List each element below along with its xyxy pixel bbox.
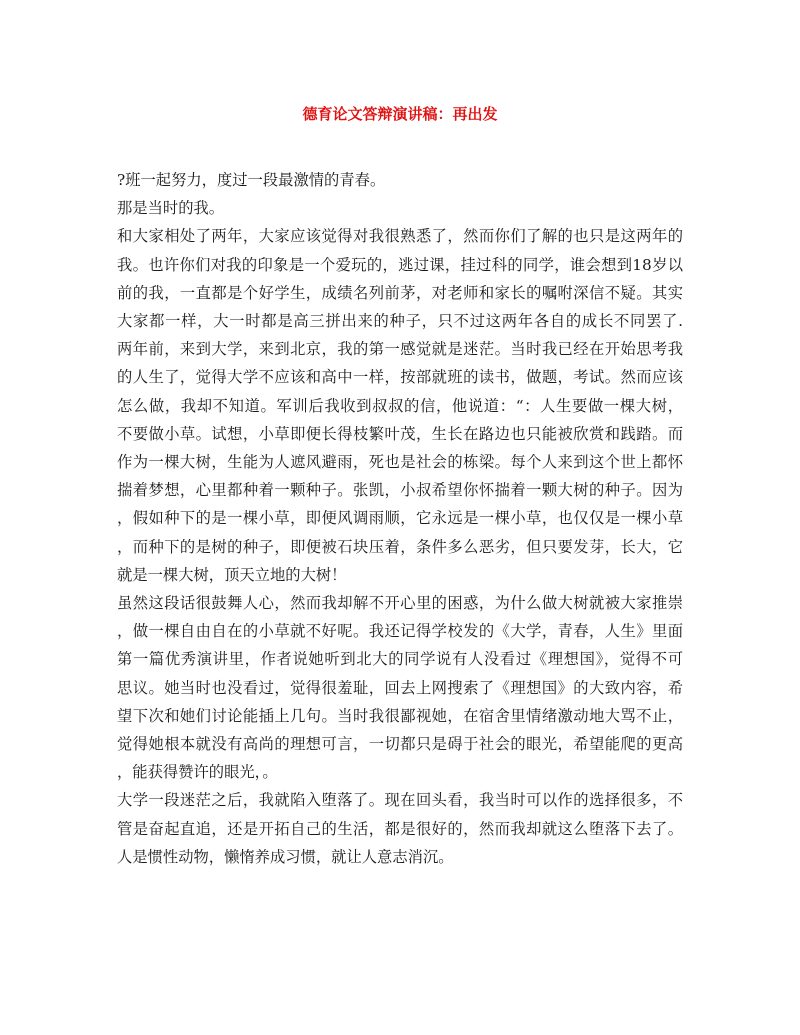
text-line: 揣着梦想，心里都种着一颗种子。张凯，小叔希望你怀揣着一颗大树的种子。因为 (117, 481, 683, 500)
text-line: 虽然这段话很鼓舞人心，然而我却解不开心里的困惑，为什么做大树就被大家推崇 (117, 594, 683, 612)
text-line: 我。也许你们对我的印象是一个爱玩的，逃过课，挂过科的同学，谁会想到18岁以 (117, 255, 683, 274)
text-line: 那是当时的我。 (117, 199, 225, 218)
text-line: 和大家相处了两年，大家应该觉得对我很熟悉了，然而你们了解的也只是这两年的 (117, 227, 683, 246)
text-line: 觉得她根本就没有高尚的理想可言，一切都只是碍于社会的眼光，希望能爬的更高 (117, 735, 683, 753)
text-line: 人是惯性动物，懒惰养成习惯，就让人意志消沉。 (117, 847, 454, 866)
text-line: 管是奋起直追，还是开拓自己的生活，都是很好的，然而我却就这么堕落下去了。 (117, 819, 683, 838)
text-line: 大家都一样，大一时都是高三拼出来的种子，只不过这两年各自的成长不同罢了. (117, 312, 683, 330)
text-line: 前的我，一直都是个好学生，成绩名列前茅，对老师和家长的嘱咐深信不疑。其实 (117, 283, 683, 302)
text-line: 思议。她当时也没看过，觉得很羞耻，回去上网搜索了《理想国》的大致内容，希 (117, 678, 683, 697)
document-title: 德育论文答辩演讲稿：再出发 (302, 105, 498, 123)
text-line: 两年前，来到大学，来到北京，我的第一感觉就是迷茫。当时我已经在开始思考我 (117, 340, 683, 359)
text-line: ，而种下的是树的种子，即便被石块压着，条件多么恶劣，但只要发芽，长大，它 (117, 537, 683, 556)
text-line: 望下次和她们讨论能插上几句。当时我很鄙视她，在宿舍里情绪激动地大骂不止， (117, 706, 683, 725)
text-line: ，能获得赞许的眼光，。 (117, 763, 278, 782)
text-line: ?班一起努力，度过一段最激情的青春。 (117, 171, 386, 189)
text-line: ，做一棵自由自在的小草就不好呢。我还记得学校发的《大学，青春，人生》里面 (117, 622, 683, 641)
text-line: 第一篇优秀演讲里，作者说她听到北大的同学说有人没看过《理想国》，觉得不可 (117, 650, 683, 669)
text-line: 就是一棵大树，顶天立地的大树！ (117, 565, 347, 584)
text-line: 大学一段迷茫之后，我就陷入堕落了。现在回头看，我当时可以作的选择很多，不 (117, 791, 683, 810)
text-line: 的人生了，觉得大学不应该和高中一样，按部就班的读书，做题，考试。然而应该 (117, 368, 683, 387)
text-line: 作为一棵大树，生能为人遮风避雨，死也是社会的栋梁。每个人来到这个世上都怀 (117, 453, 683, 471)
text-line: 不要做小草。试想，小草即便长得枝繁叶茂，生长在路边也只能被欣赏和践踏。而 (117, 424, 683, 443)
text-line: 怎么做，我却不知道。军训后我收到叔叔的信，他说道：“：人生要做一棵大树， (117, 396, 683, 415)
text-line: ，假如种下的是一棵小草，即便风调雨顺，它永远是一棵小草，也仅仅是一棵小草 (117, 509, 683, 528)
